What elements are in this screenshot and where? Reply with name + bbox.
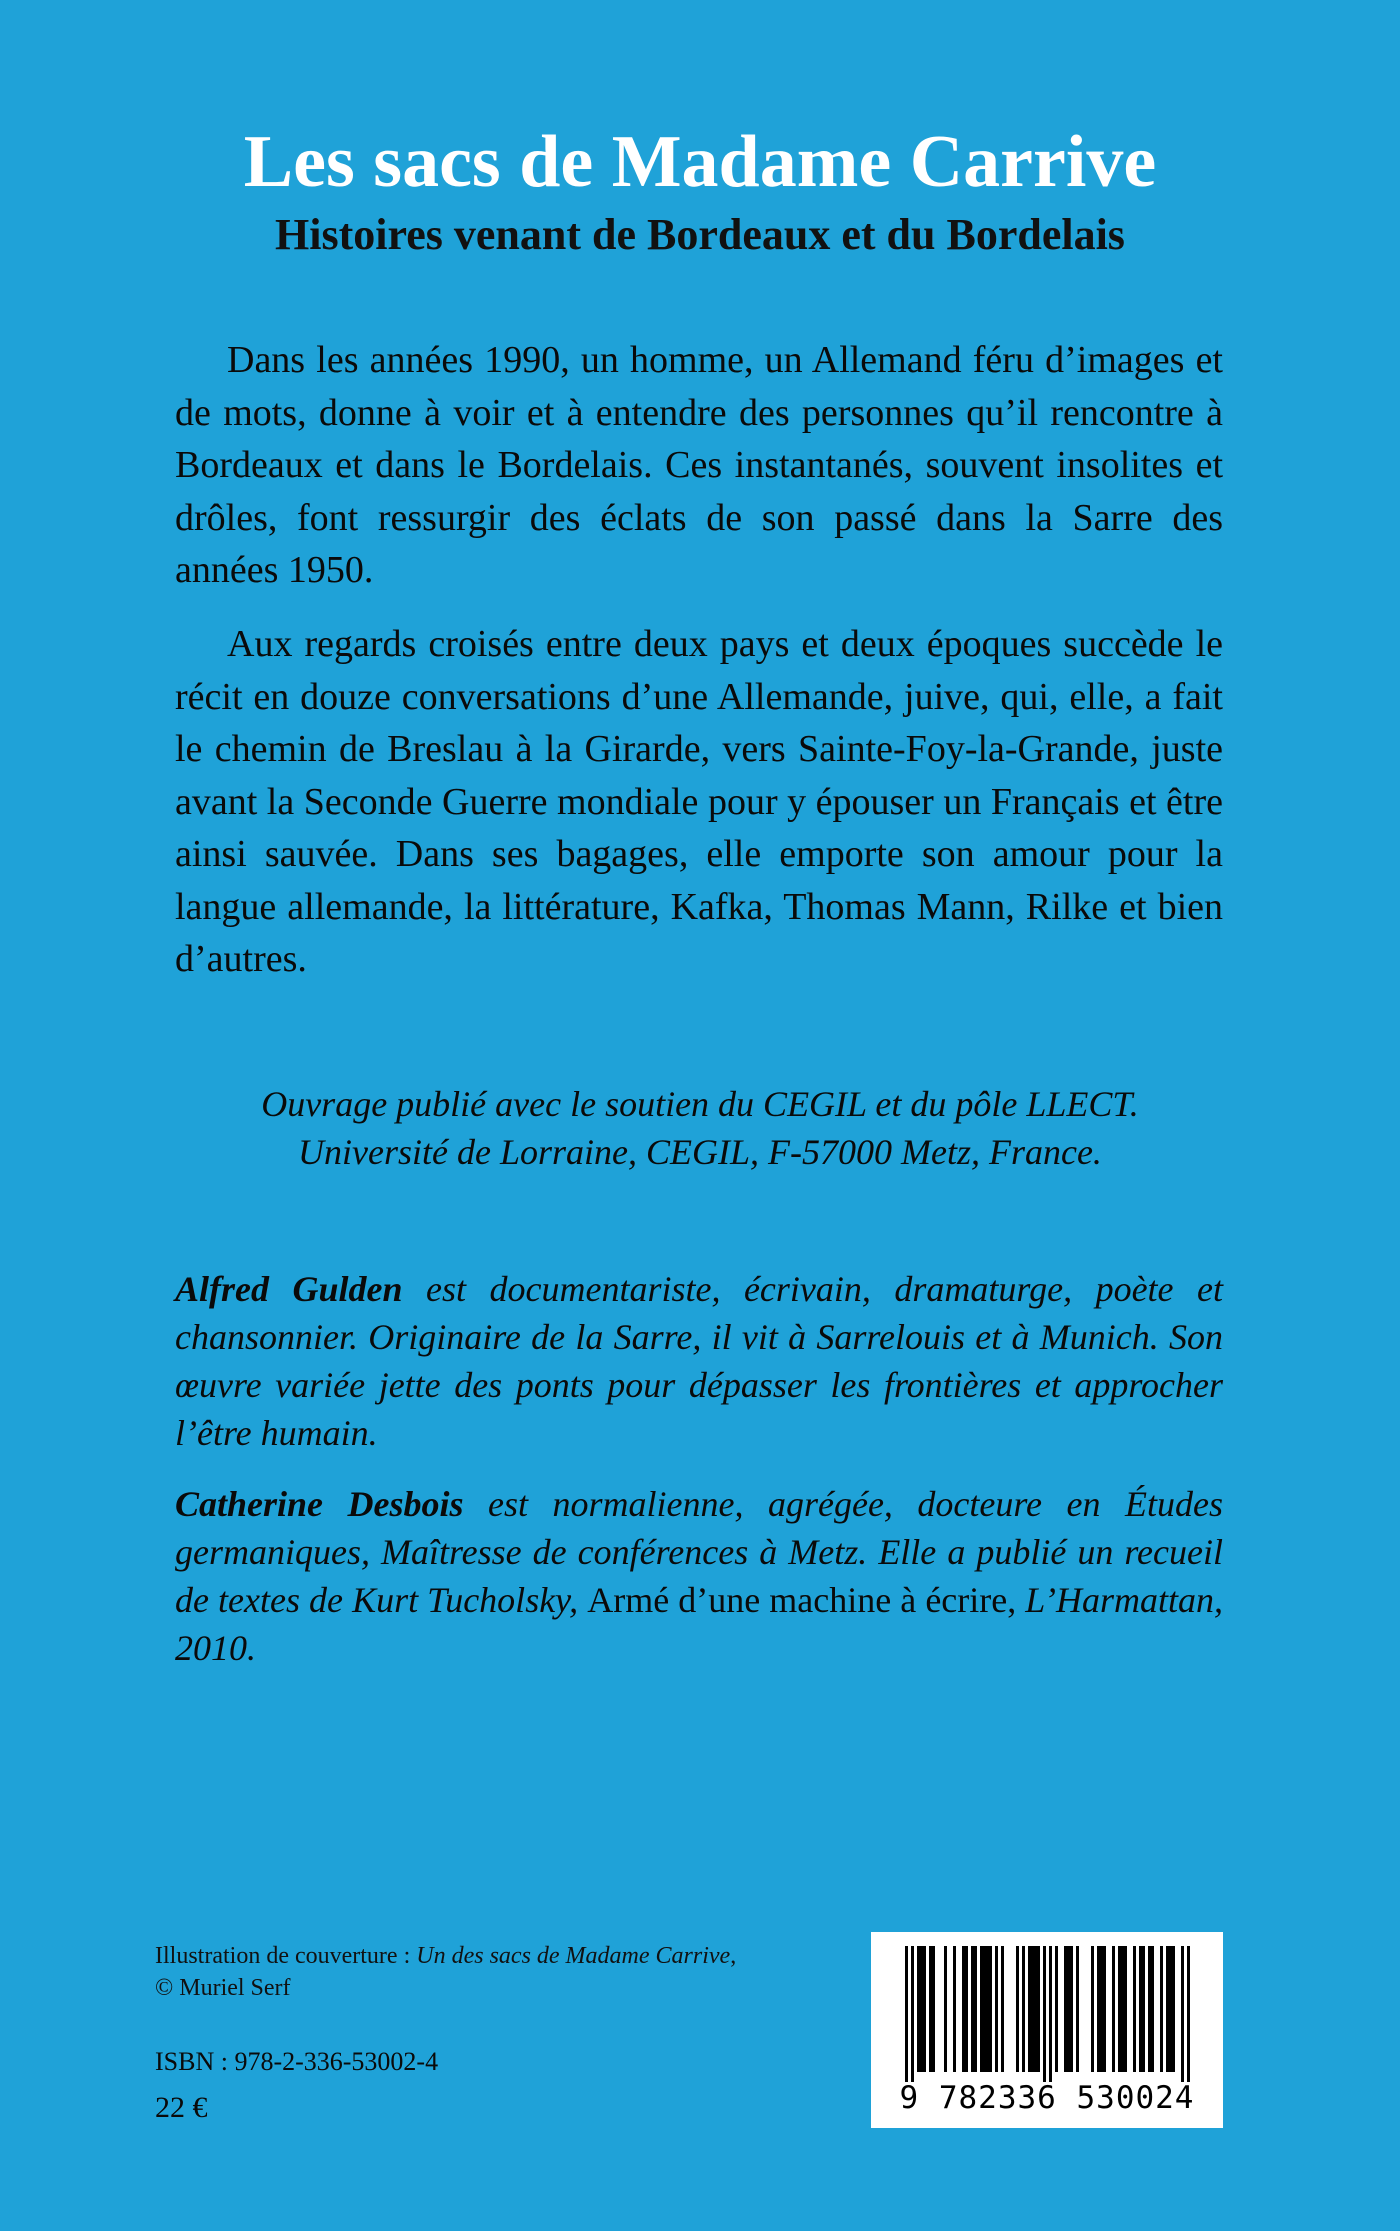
barcode-bar (1001, 1946, 1004, 2072)
barcode-bar (989, 1946, 992, 2072)
author-2-bio-publisher: L’Harmattan, 2010. (175, 1580, 1223, 1668)
barcode-bar (1091, 1946, 1094, 2072)
barcode-bar (1103, 1946, 1106, 2072)
barcode-bar (1022, 1946, 1025, 2072)
barcode-bar (932, 1946, 935, 2072)
barcode-bar (1181, 1946, 1184, 2082)
barcode-bar (953, 1946, 956, 2072)
barcode-bar (1166, 1946, 1169, 2072)
author-1-name: Alfred Gulden (175, 1269, 403, 1309)
barcode-bar (971, 1946, 974, 2072)
illustration-label: Illustration de couverture : (155, 1943, 417, 1969)
barcode-bar (1187, 1946, 1190, 2082)
price-text: 22 € (155, 2091, 208, 2124)
barcode-bar (1034, 1946, 1037, 2072)
blurb-paragraph-1: Dans les années 1990, un homme, un Allemand féru d’images et de mots, donne à voir et à entendre des personnes qu’il rencontre à Bordeaux et dans le Bordelais. Ces instantanés, souvent insolites et drôles, font ressurgir des éclats de son passé dans la Sarre des années 1950. (175, 339, 1223, 591)
illustration-credits (155, 1940, 736, 2004)
support-line-2: Université de Lorraine, CEGIL, F-57000 Metz, France. (298, 1132, 1102, 1172)
barcode-bar (1037, 1946, 1040, 2072)
barcode-bar (1148, 1946, 1151, 2072)
barcode-bar (1097, 1946, 1100, 2072)
barcode-bar (1139, 1946, 1142, 2072)
barcode-bar (1160, 1946, 1163, 2072)
barcode-bars (871, 1932, 1223, 2082)
book-subtitle: Histoires venant de Bordeaux et du Bordelais (275, 210, 1125, 259)
barcode-bar (1151, 1946, 1154, 2072)
author-1-bio-text: est documentariste, écrivain, dramaturge, poète et chansonnier. Originaire de la Sarre, il vit à Sarrelouis et à Munich. Son œuvre variée jette des ponts pour dépasser les frontières et approcher l’être humain. (175, 1269, 1224, 1453)
barcode-bar (1067, 1946, 1070, 2072)
barcode-bar (1031, 1946, 1034, 2072)
barcode-bar (974, 1946, 977, 2072)
barcode-bar (962, 1946, 965, 2072)
barcode-bar (995, 1946, 998, 2072)
barcode-bar (911, 1946, 914, 2082)
author-bio-2 (175, 1480, 1223, 1672)
barcode-bar (905, 1946, 908, 2082)
barcode-bar (1121, 1946, 1124, 2072)
barcode-bar (917, 1946, 920, 2072)
barcode-bar (1172, 1946, 1175, 2072)
support-notice (0, 1080, 1400, 1176)
book-title: Les sacs de Madame Carrive (243, 121, 1157, 203)
barcode-bar (1124, 1946, 1127, 2072)
barcode-bar (1169, 1946, 1172, 2072)
blurb-paragraph-2: Aux regards croisés entre deux pays et deux époques succède le récit en douze conversations d’une Allemande, juive, qui, elle, a fait le chemin de Breslau à la Girarde, vers Sainte-Foy-la-Grande, juste avant la Seconde Guerre mondiale pour y épouser un Français et être ainsi sauvée. Dans ses bagages, elle emporte son amour pour la langue allemande, la littérature, Kafka, Thomas Mann, Rilke et bien d’autres. (175, 623, 1223, 980)
barcode-bar (1064, 1946, 1067, 2072)
illustration-title: Un des sacs de Madame Carrive (416, 1943, 731, 1969)
author-2-bio-text: est normalienne, agrégée, docteure en Études germaniques, Maîtresse de conférences à Metz. Elle a publié un recueil de textes de Kurt Tucholsky, (175, 1484, 1223, 1620)
barcode-bar (980, 1946, 983, 2072)
barcode-bar (1112, 1946, 1115, 2072)
barcode-bar (923, 1946, 926, 2072)
author-2-work-title: Armé d’une machine à écrire, (587, 1580, 1017, 1620)
author-bio-1 (175, 1265, 1223, 1457)
illustration-copyright: © Muriel Serf (155, 1975, 291, 2001)
author-2-name: Catherine Desbois (175, 1484, 464, 1524)
barcode-bar (1049, 1946, 1052, 2082)
barcode-bar (1133, 1946, 1136, 2072)
isbn-text: ISBN : 978-2-336-53002-4 (155, 2047, 439, 2076)
barcode-bar (1142, 1946, 1145, 2072)
barcode-bar (1055, 1946, 1058, 2072)
barcode-bar (986, 1946, 989, 2072)
support-line-1: Ouvrage publié avec le soutien du CEGIL et du pôle LLECT. (261, 1084, 1139, 1124)
barcode (871, 1932, 1223, 2128)
barcode-bar (944, 1946, 947, 2072)
barcode-bar (1028, 1946, 1031, 2072)
barcode-bar (1100, 1946, 1103, 2072)
barcode-bar (965, 1946, 968, 2072)
barcode-bar (1070, 1946, 1073, 2072)
barcode-bar (920, 1946, 923, 2072)
barcode-bar (1043, 1946, 1046, 2082)
barcode-bar (983, 1946, 986, 2072)
illustration-line (155, 1940, 736, 1972)
illustration-comma: , (730, 1943, 737, 1969)
barcode-bar (1118, 1946, 1121, 2072)
barcode-bar (1016, 1946, 1019, 2072)
barcode-bar (1076, 1946, 1079, 2072)
barcode-bar (929, 1946, 932, 2072)
barcode-digits: 9 782336 530024 (899, 2080, 1195, 2116)
